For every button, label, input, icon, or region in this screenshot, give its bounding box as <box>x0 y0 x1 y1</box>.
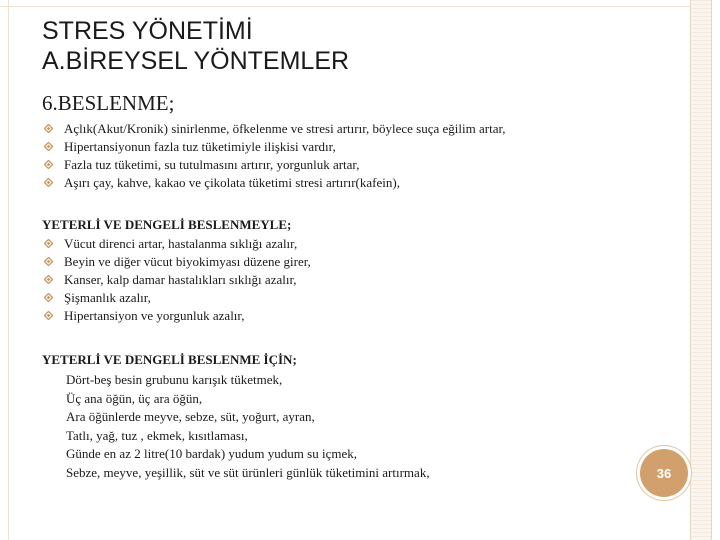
diamond-bullet-icon <box>44 239 53 248</box>
diamond-bullet-icon <box>44 124 53 133</box>
list-item: Tatlı, yağ, tuz , ekmek, kısıtlaması, <box>66 427 248 443</box>
list-item <box>44 253 311 271</box>
recommendation-list <box>66 371 430 482</box>
diamond-bullet-icon <box>44 160 53 169</box>
list-item: Günde en az 2 litre(10 bardak) yudum yudum su içmek, <box>66 446 357 461</box>
list-item <box>44 289 311 307</box>
list-item <box>44 120 506 138</box>
decorative-frame-right <box>690 0 712 540</box>
frame-top-line <box>0 6 692 7</box>
list-item <box>44 271 311 289</box>
list-item-text: Şişmanlık azalır, <box>64 290 151 305</box>
diamond-bullet-icon <box>44 275 53 284</box>
list-item-text: Kanser, kalp damar hastalıkları sıklığı azalır, <box>64 272 297 287</box>
list-item-text: Aşırı çay, kahve, kakao ve çikolata tüketimi stresi artırır(kafein), <box>64 175 400 190</box>
bullet-list-effects <box>44 120 506 192</box>
list-item: Dört-beş besin grubunu karışık tüketmek, <box>66 372 283 387</box>
list-item-text: Vücut direnci artar, hastalanma sıklığı azalır, <box>64 236 298 251</box>
list-item: Ara öğünlerde meyve, sebze, süt, yoğurt, ayran, <box>66 409 315 424</box>
list-item <box>44 307 311 325</box>
list-item-text: Hipertansiyon ve yorgunluk azalır, <box>64 308 245 323</box>
list-item-text: Hipertansiyonun fazla tuz tüketimiyle ilişkisi vardır, <box>64 139 336 154</box>
list-item <box>44 138 506 156</box>
diamond-bullet-icon <box>44 178 53 187</box>
list-item <box>44 235 311 253</box>
subheading-balanced-nutrition-effects: YETERLİ VE DENGELİ BESLENMEYLE; <box>42 217 292 232</box>
diamond-bullet-icon <box>44 311 53 320</box>
list-item-text: Fazla tuz tüketimi, su tutulmasını artırır, yorgunluk artar, <box>64 157 360 172</box>
list-item: Üç ana öğün, üç ara öğün, <box>66 390 203 406</box>
list-item-text: Beyin ve diğer vücut biyokimyası düzene girer, <box>64 254 311 269</box>
title-line-1: STRES YÖNETİMİ <box>42 17 253 45</box>
list-item <box>44 156 506 174</box>
list-item <box>44 174 506 192</box>
slide-title <box>42 16 349 76</box>
diamond-bullet-icon <box>44 257 53 266</box>
diamond-bullet-icon <box>44 142 53 151</box>
frame-left-line <box>8 0 9 540</box>
page-number-badge: 36 <box>640 449 688 497</box>
diamond-bullet-icon <box>44 293 53 302</box>
bullet-list-benefits <box>44 235 311 325</box>
title-line-2: A.BİREYSEL YÖNTEMLER <box>42 47 350 75</box>
subheading-for-balanced-nutrition: YETERLİ VE DENGELİ BESLENME İÇİN; <box>42 352 297 367</box>
section-heading: 6.BESLENME; <box>42 91 175 115</box>
list-item-text: Açlık(Akut/Kronik) sinirlenme, öfkelenme ve stresi artırır, böylece suça eğilim artar, <box>64 121 506 136</box>
list-item: Sebze, meyve, yeşillik, süt ve süt ürünleri günlük tüketimini artırmak, <box>66 464 430 480</box>
